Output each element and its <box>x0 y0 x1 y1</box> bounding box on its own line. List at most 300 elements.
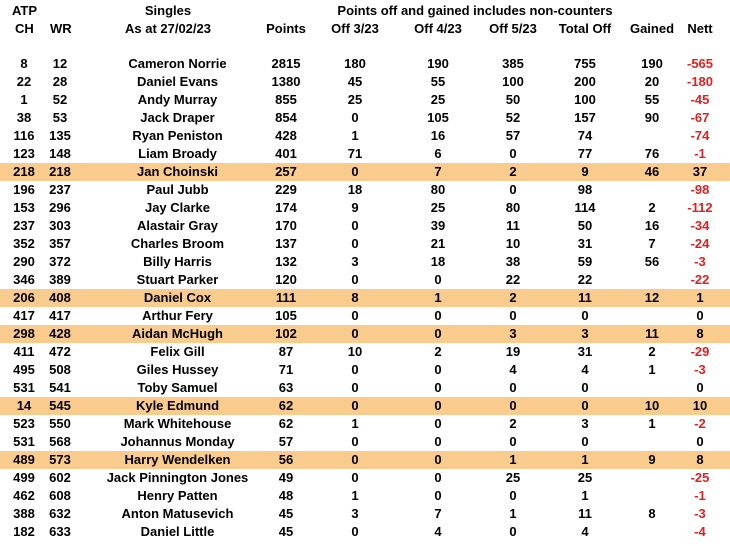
cell-off-3-23: 3 <box>351 254 359 269</box>
cell-off-5-23: 0 <box>509 380 517 395</box>
cell-ch: 218 <box>13 164 35 179</box>
header-ch: CH <box>15 21 34 36</box>
header-singles: Singles <box>144 3 192 18</box>
cell-nett: 1 <box>696 290 704 305</box>
cell-points: 71 <box>278 362 294 377</box>
cell-ch: 196 <box>13 182 35 197</box>
cell-off-4-23: 190 <box>427 56 449 71</box>
cell-points: 170 <box>275 218 297 233</box>
cell-ch: 153 <box>13 200 35 215</box>
cell-gained: 8 <box>648 506 656 521</box>
cell-player: Mark Whitehouse <box>123 416 232 431</box>
table-row <box>0 235 730 253</box>
cell-off-3-23: 45 <box>347 74 363 89</box>
cell-total-off: 0 <box>581 434 589 449</box>
cell-off-4-23: 0 <box>434 452 442 467</box>
cell-points: 62 <box>278 416 294 431</box>
cell-total-off: 755 <box>574 56 596 71</box>
cell-off-4-23: 0 <box>434 272 442 287</box>
cell-off-5-23: 100 <box>502 74 524 89</box>
cell-gained: 20 <box>644 74 660 89</box>
cell-ch: 531 <box>13 434 35 449</box>
table-row <box>0 73 730 91</box>
cell-off-5-23: 80 <box>505 200 521 215</box>
cell-off-3-23: 0 <box>351 164 359 179</box>
cell-ch: 417 <box>13 308 35 323</box>
cell-nett: -3 <box>694 254 706 269</box>
cell-wr: 296 <box>49 200 71 215</box>
table-row <box>0 199 730 217</box>
cell-off-3-23: 0 <box>351 524 359 539</box>
cell-points: 56 <box>278 452 294 467</box>
header-as-at: As at 27/02/23 <box>124 21 211 36</box>
cell-total-off: 77 <box>577 146 593 161</box>
cell-nett: -34 <box>690 218 710 233</box>
cell-points: 105 <box>275 308 297 323</box>
cell-off-3-23: 0 <box>351 470 359 485</box>
table-row <box>0 523 730 541</box>
cell-player: Johannus Monday <box>120 434 235 449</box>
cell-ch: 8 <box>20 56 28 71</box>
cell-ch: 411 <box>13 344 35 359</box>
cell-total-off: 50 <box>577 218 593 233</box>
cell-total-off: 0 <box>581 398 589 413</box>
cell-nett: -1 <box>694 488 706 503</box>
cell-player: Kyle Edmund <box>135 398 220 413</box>
cell-off-3-23: 1 <box>351 488 359 503</box>
cell-off-5-23: 52 <box>505 110 521 125</box>
cell-off-4-23: 0 <box>434 398 442 413</box>
cell-off-5-23: 4 <box>509 362 517 377</box>
cell-gained: 90 <box>644 110 660 125</box>
cell-total-off: 22 <box>577 272 593 287</box>
cell-player: Charles Broom <box>130 236 225 251</box>
cell-off-4-23: 25 <box>430 200 446 215</box>
cell-off-5-23: 1 <box>509 506 517 521</box>
cell-points: 854 <box>275 110 297 125</box>
cell-gained: 10 <box>644 398 660 413</box>
table-row-highlighted <box>0 163 730 181</box>
cell-gained <box>624 379 680 397</box>
cell-wr: 408 <box>49 290 71 305</box>
table-row <box>0 145 730 163</box>
cell-ch: 499 <box>13 470 35 485</box>
cell-ch: 489 <box>13 452 35 467</box>
cell-gained: 1 <box>648 416 656 431</box>
cell-ch: 523 <box>13 416 35 431</box>
table-row <box>0 379 730 397</box>
cell-gained: 12 <box>644 290 660 305</box>
cell-off-3-23: 0 <box>351 452 359 467</box>
cell-off-3-23: 0 <box>351 110 359 125</box>
cell-off-3-23: 10 <box>347 344 363 359</box>
cell-total-off: 11 <box>578 290 592 305</box>
cell-player: Alastair Gray <box>137 218 218 233</box>
cell-nett: -565 <box>686 56 714 71</box>
cell-wr: 573 <box>49 452 71 467</box>
header-nett: Nett <box>687 21 713 36</box>
cell-player: Henry Patten <box>137 488 218 503</box>
cell-total-off: 9 <box>581 164 589 179</box>
table-row <box>0 361 730 379</box>
cell-gained: 2 <box>648 344 656 359</box>
cell-nett: -29 <box>690 344 710 359</box>
table-row <box>0 55 730 73</box>
cell-off-5-23: 0 <box>509 308 517 323</box>
cell-total-off: 100 <box>574 92 596 107</box>
cell-gained <box>624 523 680 541</box>
cell-wr: 303 <box>49 218 71 233</box>
cell-nett: -3 <box>694 362 706 377</box>
cell-off-4-23: 0 <box>434 416 442 431</box>
cell-player: Arthur Fery <box>142 308 213 323</box>
cell-off-3-23: 0 <box>351 236 359 251</box>
cell-off-5-23: 2 <box>509 416 517 431</box>
cell-off-5-23: 0 <box>509 182 517 197</box>
cell-wr: 472 <box>49 344 71 359</box>
cell-off-3-23: 1 <box>351 416 359 431</box>
cell-points: 1380 <box>271 74 301 89</box>
cell-ch: 495 <box>13 362 35 377</box>
cell-total-off: 114 <box>574 200 596 215</box>
cell-wr: 602 <box>49 470 71 485</box>
cell-total-off: 74 <box>577 128 593 143</box>
cell-points: 45 <box>278 506 294 521</box>
cell-off-5-23: 22 <box>505 272 521 287</box>
cell-off-3-23: 0 <box>351 380 359 395</box>
cell-total-off: 4 <box>581 524 589 539</box>
cell-off-4-23: 4 <box>434 524 442 539</box>
cell-ch: 346 <box>13 272 35 287</box>
cell-total-off: 4 <box>581 362 589 377</box>
cell-gained <box>624 469 680 487</box>
cell-off-3-23: 0 <box>351 308 359 323</box>
cell-nett: -4 <box>694 524 706 539</box>
cell-off-5-23: 0 <box>509 146 517 161</box>
cell-points: 111 <box>275 290 297 305</box>
cell-off-4-23: 21 <box>430 236 446 251</box>
cell-off-5-23: 11 <box>506 218 520 233</box>
cell-wr: 12 <box>52 56 68 71</box>
cell-nett: 37 <box>692 164 708 179</box>
cell-off-5-23: 0 <box>509 488 517 503</box>
cell-player: Andy Murray <box>137 92 218 107</box>
cell-gained: 16 <box>644 218 660 233</box>
cell-player: Daniel Little <box>140 524 215 539</box>
cell-gained: 7 <box>648 236 656 251</box>
cell-player: Jan Choinski <box>137 164 218 179</box>
cell-off-5-23: 1 <box>509 452 517 467</box>
cell-off-4-23: 55 <box>430 74 446 89</box>
cell-points: 57 <box>278 434 294 449</box>
header-total-off: Total Off <box>558 21 612 36</box>
cell-gained: 46 <box>644 164 660 179</box>
cell-off-4-23: 0 <box>434 488 442 503</box>
cell-nett: 0 <box>696 434 704 449</box>
cell-off-5-23: 50 <box>505 92 521 107</box>
cell-player: Billy Harris <box>143 254 212 269</box>
cell-points: 229 <box>275 182 297 197</box>
header-off-4-23: Off 4/23 <box>414 21 462 36</box>
cell-nett: 8 <box>696 452 704 467</box>
cell-total-off: 3 <box>581 326 589 341</box>
cell-off-3-23: 0 <box>351 218 359 233</box>
cell-total-off: 1 <box>581 488 589 503</box>
cell-wr: 135 <box>49 128 71 143</box>
cell-total-off: 59 <box>577 254 593 269</box>
cell-player: Paul Jubb <box>146 182 209 197</box>
table-row <box>0 217 730 235</box>
cell-off-5-23: 2 <box>509 290 517 305</box>
cell-points: 120 <box>275 272 297 287</box>
cell-gained: 2 <box>648 200 656 215</box>
cell-wr: 508 <box>49 362 71 377</box>
cell-off-5-23: 10 <box>505 236 521 251</box>
cell-gained: 9 <box>648 452 656 467</box>
cell-player: Stuart Parker <box>136 272 219 287</box>
cell-player: Daniel Cox <box>143 290 212 305</box>
cell-player: Ryan Peniston <box>132 128 223 143</box>
cell-total-off: 1 <box>581 452 589 467</box>
cell-points: 137 <box>275 236 297 251</box>
cell-wr: 545 <box>49 398 71 413</box>
cell-off-5-23: 0 <box>509 524 517 539</box>
header-wr: WR <box>50 21 72 36</box>
cell-off-4-23: 0 <box>434 470 442 485</box>
cell-off-3-23: 71 <box>347 146 363 161</box>
header-gained: Gained <box>629 21 675 36</box>
cell-points: 45 <box>278 524 294 539</box>
cell-points: 401 <box>275 146 297 161</box>
cell-off-4-23: 0 <box>434 308 442 323</box>
cell-off-5-23: 2 <box>509 164 517 179</box>
cell-ch: 206 <box>13 290 35 305</box>
cell-off-4-23: 2 <box>434 344 442 359</box>
cell-total-off: 11 <box>578 506 592 521</box>
cell-nett: -74 <box>690 128 710 143</box>
cell-off-4-23: 0 <box>434 362 442 377</box>
cell-off-4-23: 0 <box>434 326 442 341</box>
cell-off-4-23: 7 <box>434 164 442 179</box>
cell-points: 257 <box>275 164 297 179</box>
cell-ch: 123 <box>13 146 35 161</box>
cell-points: 428 <box>275 128 297 143</box>
cell-player: Liam Broady <box>138 146 217 161</box>
table-row <box>0 181 730 199</box>
table-row <box>0 253 730 271</box>
cell-player: Toby Samuel <box>137 380 218 395</box>
table-row <box>0 127 730 145</box>
cell-wr: 428 <box>49 326 71 341</box>
cell-gained: 76 <box>644 146 660 161</box>
cell-points: 855 <box>275 92 297 107</box>
table-row <box>0 505 730 523</box>
cell-gained <box>624 271 680 289</box>
cell-nett: 8 <box>696 326 704 341</box>
cell-off-3-23: 18 <box>347 182 363 197</box>
table-row-highlighted <box>0 397 730 415</box>
cell-total-off: 3 <box>581 416 589 431</box>
cell-wr: 417 <box>49 308 71 323</box>
cell-points: 48 <box>278 488 294 503</box>
header-atp: ATP <box>12 3 38 18</box>
cell-player: Felix Gill <box>150 344 205 359</box>
cell-wr: 632 <box>49 506 71 521</box>
cell-gained <box>624 487 680 505</box>
cell-nett: 0 <box>696 380 704 395</box>
table-row <box>0 91 730 109</box>
cell-ch: 38 <box>16 110 32 125</box>
table-row <box>0 469 730 487</box>
cell-off-4-23: 80 <box>430 182 446 197</box>
table-row <box>0 343 730 361</box>
cell-gained: 11 <box>645 326 659 341</box>
cell-total-off: 200 <box>574 74 596 89</box>
cell-off-3-23: 0 <box>351 362 359 377</box>
cell-nett: -112 <box>687 200 713 215</box>
cell-gained <box>624 433 680 451</box>
cell-ch: 298 <box>13 326 35 341</box>
cell-nett: 0 <box>696 308 704 323</box>
cell-points: 49 <box>278 470 294 485</box>
cell-off-3-23: 0 <box>351 326 359 341</box>
header-points: Points <box>266 21 306 36</box>
cell-player: Giles Hussey <box>136 362 219 377</box>
cell-off-3-23: 0 <box>351 272 359 287</box>
cell-off-3-23: 0 <box>351 398 359 413</box>
cell-off-5-23: 385 <box>502 56 524 71</box>
cell-off-4-23: 6 <box>434 146 442 161</box>
cell-player: Jack Pinnington Jones <box>106 470 249 485</box>
cell-off-4-23: 7 <box>434 506 442 521</box>
cell-nett: -45 <box>690 92 710 107</box>
cell-wr: 237 <box>49 182 71 197</box>
cell-off-4-23: 0 <box>434 380 442 395</box>
cell-off-4-23: 1 <box>434 290 442 305</box>
cell-off-5-23: 25 <box>505 470 521 485</box>
cell-wr: 218 <box>49 164 71 179</box>
cell-total-off: 31 <box>577 236 593 251</box>
cell-nett: -22 <box>690 272 710 287</box>
cell-wr: 633 <box>49 524 71 539</box>
cell-off-4-23: 39 <box>430 218 446 233</box>
cell-ch: 116 <box>13 128 35 143</box>
table-row-highlighted <box>0 325 730 343</box>
cell-player: Cameron Norrie <box>128 56 227 71</box>
cell-total-off: 98 <box>577 182 593 197</box>
cell-player: Anton Matusevich <box>121 506 234 521</box>
cell-nett: -98 <box>690 182 710 197</box>
cell-points: 87 <box>278 344 294 359</box>
cell-wr: 53 <box>52 110 68 125</box>
cell-points: 62 <box>278 398 294 413</box>
table-row <box>0 433 730 451</box>
cell-wr: 372 <box>49 254 71 269</box>
cell-nett: -25 <box>690 470 710 485</box>
cell-off-4-23: 18 <box>430 254 446 269</box>
header-off-3-23: Off 3/23 <box>331 21 379 36</box>
table-row-highlighted <box>0 289 730 307</box>
cell-gained: 55 <box>644 92 660 107</box>
cell-wr: 148 <box>49 146 71 161</box>
cell-ch: 462 <box>13 488 35 503</box>
cell-points: 132 <box>275 254 297 269</box>
cell-off-3-23: 3 <box>351 506 359 521</box>
cell-gained <box>624 127 680 145</box>
table-row <box>0 271 730 289</box>
cell-ch: 14 <box>16 398 32 413</box>
cell-wr: 550 <box>49 416 71 431</box>
cell-gained: 190 <box>641 56 663 71</box>
cell-player: Jay Clarke <box>144 200 211 215</box>
cell-off-4-23: 16 <box>430 128 446 143</box>
cell-player: Harry Wendelken <box>124 452 231 467</box>
cell-off-4-23: 25 <box>430 92 446 107</box>
header-off-5-23: Off 5/23 <box>489 21 537 36</box>
cell-off-5-23: 19 <box>505 344 521 359</box>
cell-total-off: 157 <box>574 110 596 125</box>
cell-gained <box>624 307 680 325</box>
cell-nett: -2 <box>694 416 706 431</box>
cell-player: Daniel Evans <box>137 74 218 89</box>
cell-wr: 541 <box>49 380 71 395</box>
cell-off-5-23: 0 <box>509 398 517 413</box>
cell-ch: 290 <box>13 254 35 269</box>
cell-points: 63 <box>278 380 294 395</box>
cell-off-4-23: 105 <box>427 110 449 125</box>
cell-off-3-23: 0 <box>351 434 359 449</box>
table-row-highlighted <box>0 451 730 469</box>
cell-ch: 388 <box>13 506 35 521</box>
cell-off-3-23: 180 <box>344 56 366 71</box>
cell-points: 102 <box>275 326 297 341</box>
cell-player: Aidan McHugh <box>132 326 223 341</box>
cell-nett: -1 <box>694 146 706 161</box>
cell-nett: -180 <box>686 74 714 89</box>
cell-total-off: 0 <box>581 308 589 323</box>
cell-off-4-23: 0 <box>434 434 442 449</box>
cell-ch: 531 <box>13 380 35 395</box>
table-row <box>0 307 730 325</box>
cell-wr: 389 <box>49 272 71 287</box>
cell-off-5-23: 38 <box>505 254 521 269</box>
cell-off-5-23: 0 <box>509 434 517 449</box>
cell-off-5-23: 57 <box>505 128 521 143</box>
cell-points: 2815 <box>271 56 301 71</box>
cell-ch: 22 <box>16 74 32 89</box>
cell-nett: 10 <box>692 398 708 413</box>
cell-ch: 1 <box>20 92 28 107</box>
cell-player: Jack Draper <box>140 110 215 125</box>
cell-ch: 182 <box>13 524 35 539</box>
cell-gained <box>624 181 680 199</box>
cell-ch: 352 <box>13 236 35 251</box>
cell-wr: 608 <box>49 488 71 503</box>
cell-total-off: 31 <box>577 344 593 359</box>
cell-off-3-23: 1 <box>351 128 359 143</box>
header-group-title: Points off and gained includes non-counters <box>337 3 613 18</box>
cell-wr: 357 <box>49 236 71 251</box>
cell-total-off: 25 <box>577 470 593 485</box>
table-row <box>0 487 730 505</box>
cell-total-off: 0 <box>581 380 589 395</box>
cell-gained: 1 <box>648 362 656 377</box>
cell-off-5-23: 3 <box>509 326 517 341</box>
cell-ch: 237 <box>13 218 35 233</box>
rankings-table <box>0 55 730 541</box>
cell-wr: 52 <box>52 92 68 107</box>
cell-wr: 568 <box>49 434 71 449</box>
